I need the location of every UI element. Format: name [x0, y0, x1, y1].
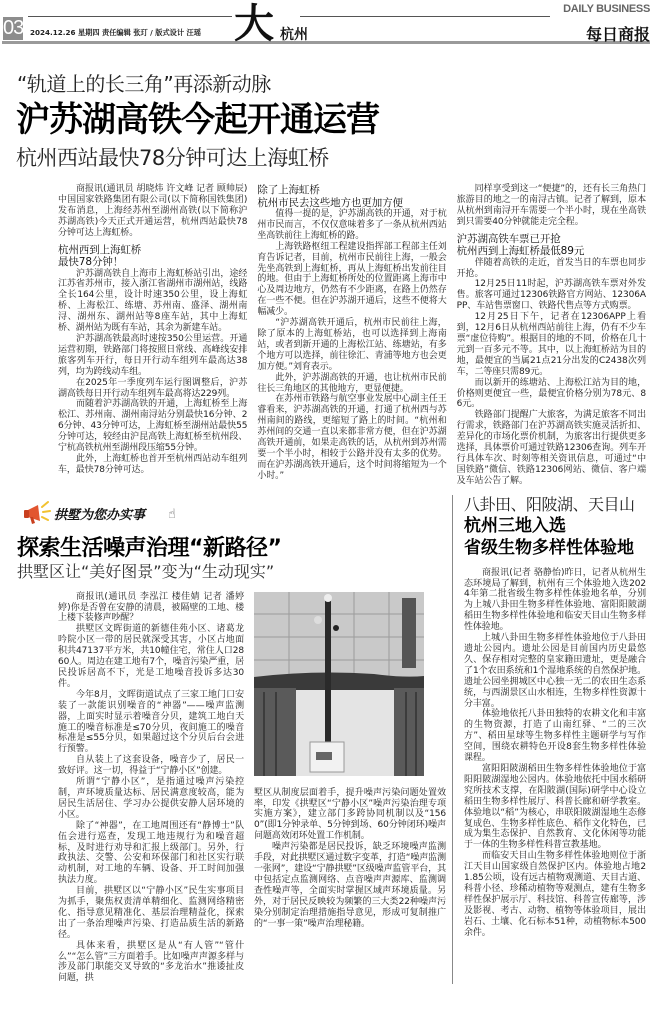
paragraph: 12月25日下午，记者在12306APP上看到，12月6日从杭州西站前往上海，仍有不少车票“虚位待购”。根据目的地的不同，价格在几十元到一百多元不等。其中，以上海虹桥站为目的地，最便宜的当属21点21分出发的C2438次列车，二等座只需89元。	[456, 312, 646, 377]
article-body-col2	[254, 788, 446, 930]
paragraph: 拱墅区文晖街道的新德佳苑小区、诸葛龙吟院小区一带的居民就深受其害，小区占地面积共47137平方米，共10幢住宅，常住人口2860人。周边在建工地有7个，噪音污染严重，居民投诉居高不下，光是工地噪音投诉多达30件。	[58, 624, 244, 689]
section-name: 杭州	[280, 27, 308, 43]
article-body	[464, 568, 646, 939]
section-logo: 大	[234, 0, 274, 47]
paragraph: 所谓“宁静小区”，是指通过噪声污染控制，声环境质量达标、居民满意度较高，能为居民生活居住、学习办公提供安静人居环境的小区。	[58, 777, 244, 820]
megaphone-icon	[22, 499, 52, 527]
article-headline: 探索生活噪声治理“新路径”	[17, 535, 282, 561]
paragraph: 而随着沪苏湖高铁的开通，上海虹桥至上海松江、苏州南、湖州南浔站分别最快16分钟、26分钟、43分钟可达，上海虹桥至湖州站最快55分钟可达，较经由沪昆高铁上海虹桥至杭州段、宁杭高铁杭州至湖州段压缩55分钟。	[58, 399, 248, 454]
article-body-col1	[58, 592, 244, 985]
section-tag: 拱墅为您办实事	[54, 507, 146, 523]
dateline: 2024.12.26 星期四 责任编辑 张玎 / 版式设计 汪瑶	[30, 28, 201, 37]
article-body-col2-wrap	[254, 592, 446, 985]
section-subheading: 杭州市民去这些地方也更加方便	[257, 196, 403, 209]
section-tag-row	[0, 495, 452, 535]
paragraph: 上海铁路枢纽工程建设指挥部工程部主任刘育告诉记者，目前，杭州市民前往上海，一般会先坐高铁到上海虹桥，再从上海虹桥出发前往目的地。但由于上海虹桥所处的位置距离上海市中心及周边地方，仍然有不少距离，在路上仍然存在一些不便。但在沪苏湖开通后，这些不便将大幅减少。	[257, 241, 447, 318]
paragraph: 目前，拱墅区以“宁静小区”民生实事项目为抓手，聚焦权责清单精细化、监测网络精密化、指导意见精准化、基层治理精益化，探索出了一条治理噪声污染、打造品质生活的新路径。	[58, 886, 244, 940]
article-kicker: “轨道上的长三角”再添新动脉	[17, 72, 271, 96]
pointing-hand-icon: ☝	[168, 506, 176, 522]
paragraph: 自从装上了这套设备，噪音少了，居民一致好评。这一切，得益于“宁静小区”创建。	[58, 755, 244, 777]
biodiversity-article	[452, 495, 652, 985]
paragraph: 体验地依托八卦田独特的农耕文化和丰富的生物资源，打造了山南红驿、“二的三次方”、稻田星球等生物多样性主题研学与写作空间，围绕农耕特色开设8套生物多样性体验课程。	[464, 709, 646, 764]
paragraph: 此外，沪苏湖高铁的开通，也让杭州市民前往长三角地区的其他地方，更显便捷。	[257, 372, 447, 394]
paragraph: 沪苏湖高铁自上海市上海虹桥站引出，途经江苏省苏州市，接入浙江省湖州市湖州站，线路全长164公里，设计时速350公里，设上海虹桥、上海松江、练塘、苏州南、盛泽、湖州南浔、湖州东、湖州站等8座车站，其中上海虹桥、湖州站为既有车站，其余为新建车站。	[58, 268, 248, 334]
paragraph: 今年8月，文晖街道试点了三家工地门口安装了一款能识别噪音的“神器”——噪声监测器，上面实时显示着噪音分贝，建筑工地白天施工的噪音标准是≤70分贝，夜间施工的噪音标准是≤55分贝，如果超过这个分贝后台会进行预警。	[58, 689, 244, 755]
paragraph: 沪苏湖高铁最高时速按350公里运营。开通运营初期，铁路部门将按照日常线、高峰线安排旅客列车开行，每日开行动车组列车最高达38列，均为跨线动车组。	[58, 333, 248, 377]
paragraph: 同样享受到这一“便捷”的，还有长三角热门旅游目的地之一的南浔古镇。记者了解到，原本从杭州到南浔开车需要一个半小时，现在坐高铁到只需要40分钟就能走完全程。	[456, 184, 646, 227]
headline-line: 杭州三地入选	[464, 515, 566, 536]
paragraph: 商报讯(通讯员 李泓江 楼佳婧 记者 潘婷婷)你是否曾在安静的清晨，被隔壁的工地、楼上楼下装修声吵醒？	[58, 591, 244, 624]
section-subheading: 最快78分钟！	[58, 256, 124, 269]
paper-name-en: DAILY BUSINESS	[563, 3, 650, 15]
paragraph: 商报讯(记者 骆静怡)昨日，记者从杭州生态环境局了解到，杭州有三个体验地入选2024年第二批省级生物多样性体验地名单，分别为上城八卦田生物多样性体验地、富阳阳陂湖稻田生物多样性体验地和临安天目山生物多样性体验地。	[464, 567, 646, 633]
headline-line: 省级生物多样性体验地	[464, 537, 634, 558]
section-subheading: 杭州西到上海虹桥最低89元	[456, 245, 585, 258]
paragraph: 12月25日11时起，沪苏湖高铁车票对外发售。旅客可通过12306铁路官方网站、12306APP、车站售票窗口、铁路代售点等方式购票。	[456, 279, 646, 312]
paragraph: 值得一提的是，沪苏湖高铁的开通，对于杭州市民而言，不仅仅意味着多了一条从杭州西站坐高铁前往上海虹桥的路。	[257, 209, 447, 241]
noise-monitor-photo	[254, 592, 424, 776]
paper-name-cn: 每日商报	[585, 25, 650, 44]
section-subheading: 除了上海虹桥	[257, 184, 320, 196]
paragraph: 铁路部门提醒广大旅客，为满足旅客不同出行需求，铁路部门在沪苏湖高铁实施灵活折扣、差异化的市场化票价机制，为旅客出行提供更多选择，具体票价可通过铁路12306查询。列车开行具体车次、时刻等相关资讯信息，可通过“中国铁路”微信、铁路12306网站、微信、客户端及车站公告了解。	[456, 410, 646, 486]
paragraph: 除了“神器”，在工地周围还有“静博士”队伍会进行巡查，发现工地违规行为和噪音超标，及时进行劝导和汇报上级部门。另外，行政执法、交警、公安和环保部门和社区实行联动机制，对工地的车辆、设备、开工时间加强执法力度。	[58, 820, 244, 886]
page-number: 03	[3, 17, 24, 39]
header-rule-thick	[2, 41, 650, 44]
article-headline	[464, 515, 646, 559]
header-rule	[300, 16, 550, 17]
article-kicker: 八卦田、阳陂湖、天目山	[464, 494, 635, 514]
paragraph: 在苏州市铁路与航空事业发展中心副主任王睿看来，沪苏湖高铁的开通，打通了杭州西与苏州南间的路线，更缩短了路上的时间。“杭州和苏州间的交通一直以来都非常方便，但在沪苏湖高铁开通前，如果走高铁的话，从杭州到苏州需要一个半小时，相较于公路并没有太多的优势。而在沪苏湖高铁开通后，这个时间将缩短为一个小时。”	[257, 394, 447, 481]
paragraph: 而以新开的练塘站、上海松江站为目的地，价格则更便宜一些，最便宜价格分别为78元、86元。	[456, 377, 646, 410]
masthead-and-headline	[0, 0, 652, 184]
paragraph: 伴随着高铁的走近，首发当日的车票也同步开抢。	[456, 257, 646, 279]
article-columns	[0, 592, 452, 985]
article-body	[58, 184, 646, 487]
paragraph: 商报讯(通讯员 胡晓炜 许文峰 记者 顾帅辰)中国国家铁路集团有限公司(以下简称国铁集团)发布消息，上海经苏州至湖州高铁(以下简称沪苏湖高铁)今天正式开通运营，杭州西站最快78分钟可达上海虹桥。	[58, 184, 248, 238]
noise-article	[0, 495, 452, 985]
paragraph: 此外，上海虹桥也首开至杭州西站动车组列车，最快78分钟可达。	[58, 453, 248, 475]
paragraph: 噪声污染都是居民投诉，缺乏环境噪声监测手段，对此拱墅区通过数字变革，打造“噪声监测一张网”，建设“宁静拱墅”区级噪声监管平台，其中包括定点监测网络、点音噪声声源库、监测调查性噪声等，全面实时掌握区域声环境质量。另外，对于居民反映较为频繁的三大类22种噪声污染分别制定治理措施指导意见，形成可复制推广的“一事一策”噪声治理秘籍。	[254, 842, 446, 929]
article-headline: 沪苏湖高铁今起开通运营	[16, 100, 379, 140]
article-subheadline: 杭州西站最快78分钟可达上海虹桥	[16, 146, 329, 170]
lower-section	[0, 495, 652, 985]
paragraph: 墅区从制度层面着手，提升噪声污染问题处置效率，印发《拱墅区“宁静小区”噪声污染治理专项实施方案》，建立部门多跨协同机制以及“1560”(即1分钟录单、5分钟到场、60分钟闭环)噪声问题高效闭环处置工作机制。	[254, 787, 446, 842]
header-rule	[28, 16, 232, 17]
section-subheading: 杭州西到上海虹桥	[58, 243, 142, 256]
article-subheadline: 拱墅区让“美好图景”变为“生动现实”	[17, 561, 275, 581]
paragraph: 具体来看，拱墅区是从“有人管”“管什么”“怎么管”三方面着手。比如噪声声源多样与涉及部门职能交叉导致的“多龙治水”推诿扯皮问题，拱	[58, 940, 244, 984]
section-subheading: 沪苏湖高铁车票已开抢	[456, 232, 561, 245]
paragraph: 在2025年一季度列车运行图调整后，沪苏湖高铁每日开行动车组列车最高将达229列。	[58, 377, 248, 399]
paragraph: 而临安天目山生物多样性体验地则位于浙江天目山国家级自然保护区内。体验地占地21.85公顷，设有远古植物观测道、天目古道、科普小径、珍稀动植物等观测点，建有生物多样性保护展示厅、科技馆、科普宣传廊等，涉及影视、考古、动物、植物等体验项目，展出岩石、土壤、化石标本51种，动植物标本500余件。	[464, 851, 646, 938]
paragraph: 上城八卦田生物多样性体验地位于八卦田遗址公园内。遗址公园是目前国内历史最悠久、保存相对完整的皇家籍田遗址，更是融合了1个农田系统和1个湿地系统的自然保护地。遗址公园坐拥城区中心独一无二的农田生态系统，与西湖景区山水相连，生物多样性资源十分丰富。	[464, 633, 646, 709]
paragraph: “沪苏湖高铁开通后，杭州市民前往上海，除了原本的上海虹桥站，也可以选择到上海南站，或者到新开通的上海松江站、练塘站，有多个地方可以选择，前往徐汇、青浦等地方也会更加方便。”刘育表示。	[257, 318, 447, 372]
paragraph: 富阳阳陂湖稻田生物多样性体验地位于富阳阳陂湖湿地公园内。体验地依托中国水稻研究所技术支撑，在阳陂湖(国际)研学中心设立稻田生物多样性展厅、科普长廊和研学教室。体验地以“稻”为核心，串联阳陂湖湿地生态修复成色、生物多样性底色、稻作文化特色，已成为集生态保护、自然教育、文化休闲等功能于一体的生物多样性科普宣教基地。	[464, 763, 646, 851]
